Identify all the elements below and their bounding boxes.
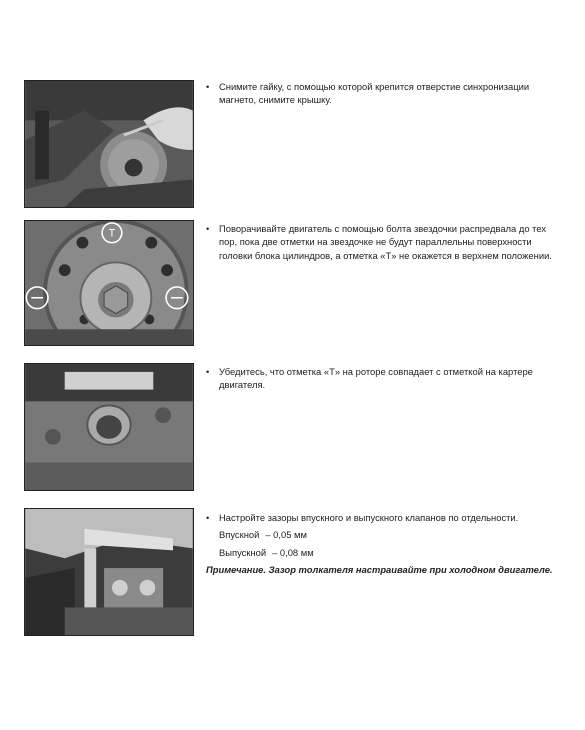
step-3-text: • Убедитесь, что отметка «T» на роторе совпадает с отметкой на картере двигателя. xyxy=(206,366,533,391)
step-2-description: Поворачивайте двигатель с помощью болта звездочки распредвала до тех пор, пока две отметки на звездочке не будут параллельны поверхности головки блока цилиндров, а отметка «T» не окажется в верхнем положении. xyxy=(219,223,552,261)
spec-exhaust-value: – 0,08 мм xyxy=(272,546,314,558)
valve-clearance-illustration xyxy=(25,509,193,635)
spec-intake-value: – 0,05 мм xyxy=(265,529,307,541)
step-2-text: • Поворачивайте двигатель с помощью болта звездочки распредвала до тех пор, пока две отметки на звездочке не будут параллельны поверхности головки блока цилиндров, а отметка «T» не окажется в верхнем положении. xyxy=(206,223,552,261)
photo-valve-clearance xyxy=(24,508,194,636)
magneto-cover-illustration xyxy=(25,81,193,207)
photo-magneto-cover xyxy=(24,80,194,208)
camshaft-sprocket-illustration xyxy=(25,221,193,345)
photo-camshaft-sprocket xyxy=(24,220,194,346)
step-1-text: • Снимите гайку, с помощью которой крепится отверстие синхронизации магнето, снимите крышку. xyxy=(206,81,530,106)
spec-intake xyxy=(206,528,558,541)
photo-rotor-mark xyxy=(24,363,194,491)
step-3-description: Убедитесь, что отметка «T» на роторе совпадает с отметкой на картере двигателя. xyxy=(219,366,533,391)
rotor-mark-illustration xyxy=(25,364,193,490)
step-4-text: • Настройте зазоры впускного и выпускного клапанов по отдельности. Впускной – 0,05 мм Выпускной – 0,08 мм Примечание. Зазор толкателя настраивайте при холодном двигателе. xyxy=(206,511,558,577)
spec-intake-label: Впускной xyxy=(219,529,260,541)
step-4-description: Настройте зазоры впускного и выпускного клапанов по отдельности. xyxy=(219,512,519,523)
step-1-description: Снимите гайку, с помощью которой крепится отверстие синхронизации магнето, снимите крышку. xyxy=(219,81,530,106)
note-cold-engine: Примечание. Зазор толкателя настраивайте при холодном двигателе. xyxy=(206,564,553,576)
spec-exhaust-label: Выпускной xyxy=(219,546,267,558)
spec-exhaust xyxy=(206,546,558,559)
t-mark-label: T xyxy=(108,227,116,240)
